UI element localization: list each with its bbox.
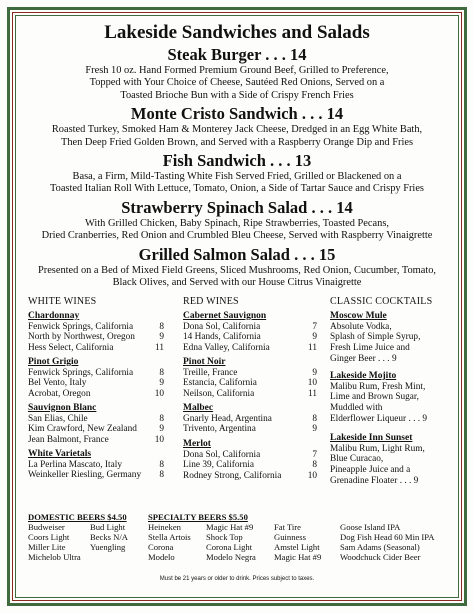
wine-group-title: Pinot Grigio — [28, 357, 79, 367]
specialty-beers-heading: SPECIALTY BEERS $5.50 — [148, 512, 248, 522]
cocktail-line: Blue Curacao, — [330, 454, 384, 465]
beer-item: Goose Island IPA — [340, 522, 401, 532]
wine-name: Gnarly Head, Argentina — [183, 413, 272, 424]
wine-price: 9 — [312, 367, 317, 378]
cocktail-line: Absolute Vodka, — [330, 321, 392, 332]
wine-row — [183, 450, 317, 461]
wine-row — [28, 435, 164, 446]
menu-content — [20, 22, 454, 289]
dish-name: Fish Sandwich . . . 13 — [162, 151, 312, 171]
menu-title: Lakeside Sandwiches and Salads — [104, 22, 370, 43]
beer-item: Budweiser — [28, 522, 65, 532]
domestic-beers-col-1 — [28, 522, 81, 562]
dish-strawberry-spinach-salad — [20, 199, 454, 243]
desc-line: Dried Cranberries, Red Onion and Crumbled Bleu Cheese, Served with Raspberry Vinaigrette — [41, 230, 433, 242]
desc-line: Toasted Italian Roll With Lettuce, Tomato, Onion, a Side of Tartar Sauce and Crispy Fries — [50, 183, 424, 195]
wine-row — [28, 389, 164, 400]
wine-group-title: Merlot — [183, 439, 211, 449]
beer-item: Sam Adams (Seasonal) — [340, 542, 420, 552]
wine-price: 9 — [159, 332, 164, 343]
beer-item: Corona Light — [206, 542, 253, 552]
wine-row — [183, 368, 317, 379]
wine-group-white-varietals — [28, 449, 164, 481]
wine-name: Estancia, California — [183, 378, 257, 389]
cocktail-line: Malibu Rum, Light Rum, — [330, 443, 425, 454]
beer-item: Guinness — [274, 532, 306, 542]
beer-item: Dog Fish Head 60 Min IPA — [340, 532, 435, 542]
wine-price: 8 — [312, 460, 317, 471]
wine-group-title: Sauvignon Blanc — [28, 403, 97, 413]
dish-fish-sandwich — [20, 152, 454, 196]
specialty-beers-col-2 — [206, 522, 256, 562]
wine-name: Line 39, California — [183, 460, 254, 471]
wine-row — [28, 414, 164, 425]
wine-name: Treille, France — [183, 367, 238, 378]
wine-name: La Perlina Mascato, Italy — [28, 459, 122, 470]
desc-line: Presented on a Bed of Mixed Field Greens, Sliced Mushrooms, Red Onion, Cucumber, Tomato, — [37, 264, 437, 276]
wine-row — [183, 378, 317, 389]
cocktail-title: Lakeside Mojito — [330, 371, 397, 381]
wine-price: 10 — [154, 435, 164, 446]
dish-description — [20, 265, 454, 290]
wine-name: Weinkeller Riesling, Germany — [28, 470, 142, 481]
wine-name: Fenwick Springs, California — [28, 321, 134, 332]
wine-group-cabernet — [183, 311, 317, 354]
wine-row — [28, 378, 164, 389]
desc-line: Then Deep Fried Golden Brown, and Served with a Raspberry Orange Dip and Fries — [60, 136, 414, 148]
red-wines-heading: RED WINES — [183, 296, 239, 307]
wine-name: Trivento, Argentina — [183, 424, 256, 435]
beer-item: Amstel Light — [274, 542, 320, 552]
cocktail-moscow-mule — [330, 311, 448, 365]
wine-row — [183, 389, 317, 400]
wine-row — [183, 471, 317, 482]
wine-row — [183, 414, 317, 425]
dish-description — [20, 218, 454, 243]
beer-item: Heineken — [148, 522, 181, 532]
beer-item: Becks N/A — [90, 532, 128, 542]
wine-price: 8 — [159, 367, 164, 378]
wine-name: Kim Crawford, New Zealand — [28, 424, 137, 435]
wine-price: 11 — [155, 343, 164, 354]
wine-row — [28, 322, 164, 333]
wine-price: 9 — [159, 378, 164, 389]
wine-row — [183, 322, 317, 333]
wine-name: Hess Select, California — [28, 343, 114, 354]
cocktail-title: Moscow Mule — [330, 311, 387, 321]
cocktail-line: Splash of Simple Syrup, — [330, 332, 421, 343]
cocktails-heading: CLASSIC COCKTAILS — [330, 296, 433, 307]
wine-row — [28, 460, 164, 471]
wine-name: Jean Balmont, France — [28, 435, 109, 446]
cocktail-line: Pineapple Juice and a — [330, 465, 411, 476]
dish-description — [20, 124, 454, 149]
wine-price: 9 — [159, 424, 164, 435]
wine-price: 11 — [308, 389, 317, 400]
wine-name: Dona Sol, California — [183, 321, 261, 332]
cocktail-line: Ginger Beer . . . 9 — [330, 353, 397, 364]
beer-item: Stella Artois — [148, 532, 191, 542]
dish-description — [20, 171, 454, 196]
wine-price: 9 — [312, 332, 317, 343]
wine-row — [28, 470, 164, 481]
wine-group-pinot-noir — [183, 357, 317, 400]
cocktail-line: Elderflower Liqueur . . . 9 — [330, 413, 428, 424]
beer-item: Woodchuck Cider Beer — [340, 552, 421, 562]
wine-price: 10 — [307, 471, 317, 482]
wine-name: San Elias, Chile — [28, 413, 88, 424]
beer-item: Modelo — [148, 552, 175, 562]
wine-price: 7 — [312, 321, 317, 332]
domestic-beers-col-2 — [90, 522, 128, 552]
wine-group-merlot — [183, 439, 317, 482]
wine-price: 8 — [312, 413, 317, 424]
dish-name: Steak Burger . . . 14 — [167, 45, 307, 64]
wine-price: 10 — [154, 389, 164, 400]
wine-group-pinot-grigio — [28, 357, 164, 400]
specialty-beers-col-3 — [274, 522, 321, 562]
wine-row — [28, 343, 164, 354]
beer-item: Miller Lite — [28, 542, 66, 552]
cocktail-line: Grenadine Floater . . . 9 — [330, 475, 419, 486]
beer-item: Michelob Ultra — [28, 552, 81, 562]
wine-group-title: Pinot Noir — [183, 357, 226, 367]
dish-steak-burger — [20, 46, 454, 102]
wine-name: Bel Vento, Italy — [28, 378, 87, 389]
wine-group-sauvignon-blanc — [28, 403, 164, 446]
cocktail-line: Malibu Rum, Fresh Mint, — [330, 381, 426, 392]
dish-name: Grilled Salmon Salad . . . 15 — [138, 244, 336, 264]
wine-price: 11 — [308, 343, 317, 354]
dish-grilled-salmon-salad — [20, 246, 454, 290]
wine-name: 14 Hands, California — [183, 332, 261, 343]
wine-row — [28, 332, 164, 343]
cocktail-line: Fresh Lime Juice and — [330, 343, 410, 354]
desc-line: Roasted Turkey, Smoked Ham & Monterey Jack Cheese, Dredged in an Egg White Bath, — [51, 124, 423, 136]
domestic-beers-heading: DOMESTIC BEERS $4.50 — [28, 512, 127, 522]
beer-item: Magic Hat #9 — [206, 522, 254, 532]
cocktail-title: Lakeside Inn Sunset — [330, 433, 413, 443]
beer-item: Shock Top — [206, 532, 243, 542]
wine-price: 7 — [312, 449, 317, 460]
desc-line: Toasted Brioche Bun with a Side of Crispy French Fries — [120, 89, 354, 101]
desc-line: Basa, a Firm, Mild-Tasting White Fish Served Fried, Grilled or Blackened on a — [72, 171, 402, 183]
wine-row — [183, 424, 317, 435]
wine-row — [183, 460, 317, 471]
beer-item: Yuengling — [90, 542, 126, 552]
wine-group-malbec — [183, 403, 317, 435]
wine-group-title: Cabernet Sauvignon — [183, 311, 267, 321]
specialty-beers-col-1 — [148, 522, 191, 562]
desc-line: Black Olives, and Served with our House Citrus Vinaigrette — [112, 277, 362, 289]
beer-item: Fat Tire — [274, 522, 301, 532]
wine-price: 9 — [312, 424, 317, 435]
wine-price: 10 — [307, 378, 317, 389]
wine-group-title: Malbec — [183, 403, 214, 413]
cocktail-line: Lime and Brown Sugar, — [330, 392, 419, 403]
wine-price: 8 — [159, 459, 164, 470]
dish-monte-cristo — [20, 105, 454, 149]
wine-row — [183, 332, 317, 343]
wine-name: Dona Sol, California — [183, 449, 261, 460]
beer-item: Coors Light — [28, 532, 70, 542]
cocktail-lakeside-inn-sunset — [330, 433, 448, 487]
wine-row — [28, 424, 164, 435]
wine-group-title: White Varietals — [28, 449, 92, 459]
dish-description — [20, 65, 454, 102]
desc-line: Topped with Your Choice of Cheese, Sautéed Red Onions, Served on a — [89, 77, 385, 89]
wine-name: Acrobat, Oregon — [28, 389, 91, 400]
dish-name: Monte Cristo Sandwich . . . 14 — [130, 104, 344, 124]
desc-line: Fresh 10 oz. Hand Formed Premium Ground Beef, Grilled to Preference, — [85, 65, 389, 76]
desc-line: With Grilled Chicken, Baby Spinach, Ripe Strawberries, Toasted Pecans, — [85, 217, 389, 229]
beer-item: Bud Light — [90, 522, 126, 532]
wine-price: 8 — [159, 470, 164, 481]
wine-name: Edna Valley, California — [183, 343, 270, 354]
wine-name: Fenwick Springs, California — [28, 367, 134, 378]
wine-name: North by Northwest, Oregon — [28, 332, 135, 343]
beer-item: Magic Hat #9 — [274, 552, 322, 562]
wine-name: Neilson, California — [183, 389, 255, 400]
footer-note: Must be 21 years or older to drink. Prices subject to taxes. — [159, 576, 315, 582]
wine-price: 8 — [159, 413, 164, 424]
wine-price: 8 — [159, 321, 164, 332]
draft-beers-list — [340, 522, 434, 562]
cocktail-line: Muddled with — [330, 403, 383, 414]
wine-group-chardonnay — [28, 311, 164, 354]
wine-row — [28, 368, 164, 379]
beer-item: Corona — [148, 542, 174, 552]
wine-name: Rodney Strong, California — [183, 471, 282, 482]
beer-item: Modelo Negra — [206, 552, 256, 562]
white-wines-heading: WHITE WINES — [28, 296, 97, 307]
cocktail-lakeside-mojito — [330, 371, 448, 425]
dish-name: Strawberry Spinach Salad . . . 14 — [121, 197, 353, 217]
wine-row — [183, 343, 317, 354]
wine-group-title: Chardonnay — [28, 311, 80, 321]
